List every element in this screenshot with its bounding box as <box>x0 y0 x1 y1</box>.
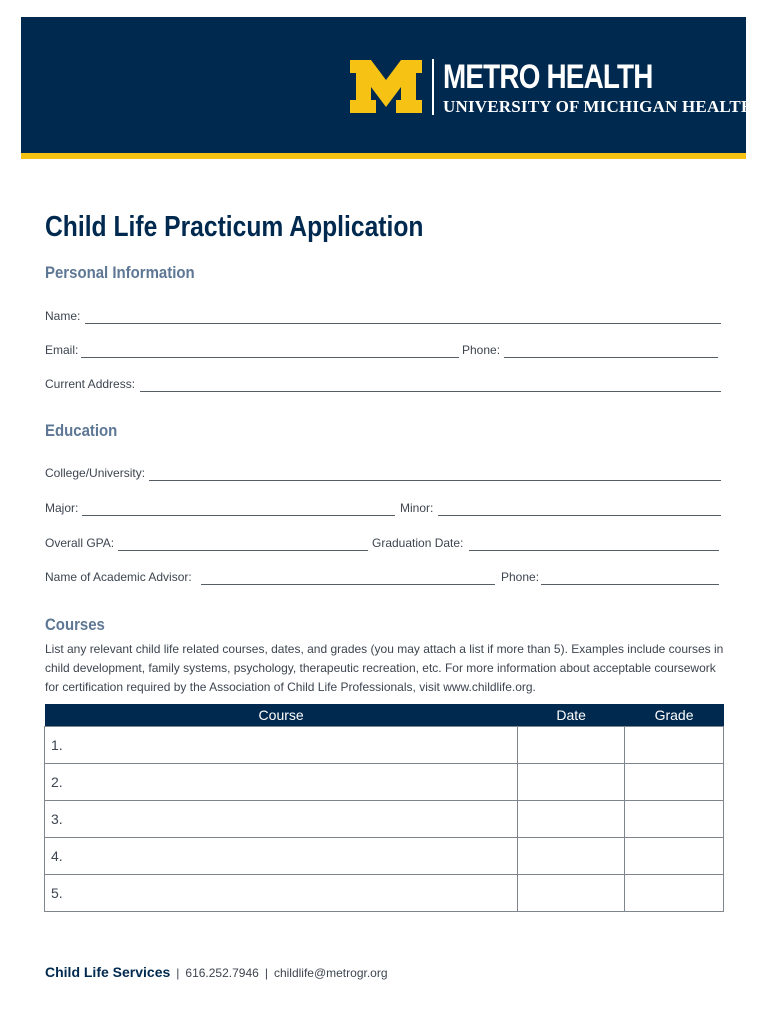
gpa-field[interactable] <box>118 550 368 551</box>
footer-email: childlife@metrogr.org <box>273 966 388 980</box>
major-label: Major: <box>45 501 79 515</box>
courses-table <box>44 704 724 912</box>
footer-department: Child Life Services <box>45 964 171 980</box>
courses-description: List any relevant child life related courses, dates, and grades (you may attach a list if more than 5). Examples include courses in child development, family systems, psychology, therapeutic recreation, etc. For more information about acceptable coursework for certification required by the Association of Child Life Professionals, visit www.childlife.org. <box>45 642 724 694</box>
footer <box>45 963 388 982</box>
phone-field[interactable] <box>504 357 718 358</box>
phone-label: Phone: <box>462 343 501 357</box>
advisor-row <box>45 569 721 587</box>
section-heading-personal: Personal Information <box>45 263 195 282</box>
courses-table-header <box>45 704 724 727</box>
column-header-grade: Grade <box>625 704 724 727</box>
course-cell[interactable]: 4. <box>45 838 518 875</box>
date-cell[interactable] <box>518 838 625 875</box>
grade-cell[interactable] <box>625 838 724 875</box>
major-minor-row <box>45 500 721 518</box>
gpa-label: Overall GPA: <box>45 536 115 550</box>
column-header-course: Course <box>45 704 518 727</box>
address-label: Current Address: <box>45 377 136 391</box>
header-accent-bar <box>21 153 746 159</box>
brand-subtitle: UNIVERSITY OF MICHIGAN HEALTH <box>443 97 755 116</box>
date-cell[interactable] <box>518 764 625 801</box>
minor-label: Minor: <box>400 501 434 515</box>
college-label: College/University: <box>45 466 146 480</box>
grade-cell[interactable] <box>625 727 724 764</box>
address-field-row <box>45 376 721 394</box>
footer-separator: | <box>264 966 268 980</box>
address-field[interactable] <box>140 391 721 392</box>
college-field[interactable] <box>149 480 721 481</box>
gpa-grad-row <box>45 535 721 553</box>
course-cell[interactable]: 2. <box>45 764 518 801</box>
block-m-logo <box>350 60 422 113</box>
brand-title: METRO HEALTH <box>443 58 653 96</box>
graduation-date-label: Graduation Date: <box>372 536 464 550</box>
grade-cell[interactable] <box>625 764 724 801</box>
table-row <box>45 801 724 838</box>
page-title: Child Life Practicum Application <box>45 211 424 243</box>
course-cell[interactable]: 1. <box>45 727 518 764</box>
minor-field[interactable] <box>438 515 721 516</box>
email-field[interactable] <box>81 357 459 358</box>
table-row <box>45 727 724 764</box>
course-cell[interactable]: 3. <box>45 801 518 838</box>
grade-cell[interactable] <box>625 875 724 912</box>
section-heading-courses: Courses <box>45 615 105 634</box>
advisor-label: Name of Academic Advisor: <box>45 570 192 584</box>
name-field[interactable] <box>85 323 721 324</box>
name-field-row <box>45 308 721 326</box>
advisor-field[interactable] <box>201 584 495 585</box>
grade-cell[interactable] <box>625 801 724 838</box>
table-row <box>45 875 724 912</box>
table-row <box>45 838 724 875</box>
section-heading-education: Education <box>45 421 118 440</box>
date-cell[interactable] <box>518 727 625 764</box>
date-cell[interactable] <box>518 875 625 912</box>
major-field[interactable] <box>82 515 395 516</box>
column-header-date: Date <box>518 704 625 727</box>
name-label: Name: <box>45 309 81 323</box>
graduation-date-field[interactable] <box>469 550 719 551</box>
college-field-row <box>45 465 721 483</box>
footer-separator: | <box>176 966 180 980</box>
footer-phone: 616.252.7946 <box>185 966 259 980</box>
course-cell[interactable]: 5. <box>45 875 518 912</box>
date-cell[interactable] <box>518 801 625 838</box>
advisor-phone-field[interactable] <box>541 584 719 585</box>
email-phone-row <box>45 342 721 360</box>
advisor-phone-label: Phone: <box>501 570 540 584</box>
logo-divider <box>432 59 434 115</box>
email-label: Email: <box>45 343 79 357</box>
table-row <box>45 764 724 801</box>
